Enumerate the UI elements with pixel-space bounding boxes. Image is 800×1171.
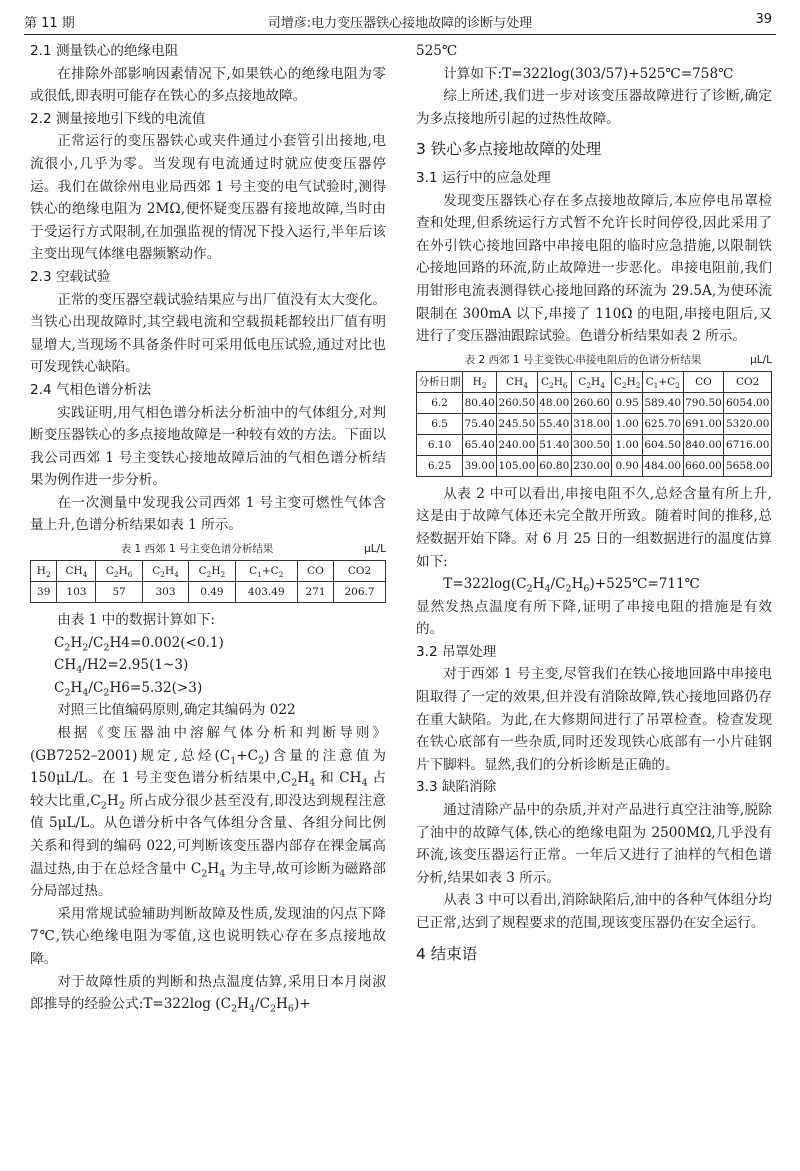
section-2-4-title: 2.4 气相色谱分析法 — [30, 381, 152, 398]
calculation-line: 计算如下:T=322log(303/57)+525℃=758℃ — [443, 65, 734, 82]
paragraph-standard-basis: 根据《变压器油中溶解气体分析和判断导则》(GB7252–2001)规定,总烃$(C_1+C_2)$含量的注意值为 150μL/L。在 1 号主变色谱分析结果中$,C_2H_4$ 和 $CH_4$ 占较大比重$,C_2H_2$ 所占成分很少甚至没有,即没达到规程注意值 5μL/L。从色谱分析中各气体组分含量、各组分间比例关系和得到的编码 022,可判断该变压器内部存在裸金属高温过热,由于在总烃含量中 $C_2H_4$ 为主导,故可诊断为磁路部分局部过热。 — [30, 725, 386, 900]
table-2-cell: 75.40 — [463, 413, 497, 434]
table-1-cell: 0.49 — [189, 582, 235, 603]
section-3-3-paragraph-2: 从表 3 中可以看出,消除缺陷后,油中的各种气体组分均已正常,达到了规程要求的范围,现该变压器仍在安全运行。 — [416, 892, 772, 931]
table-2-cell: 48.00 — [537, 392, 571, 413]
table-2-header: $C_2H_6$ — [537, 371, 571, 392]
section-2-4-paragraph-1: 实践证明,用气相色谱分析法分析油中的气体组分,对判断变压器铁心的多点接地故障是一种较有效的方法。下面以我公司西郊 1 号主变铁心接地故障后油的气相色谱分析结果为例作进一步分析。 — [30, 404, 386, 489]
table-2-cell: 1.00 — [612, 413, 642, 434]
section-3-1-paragraph: 发现变压器铁心存在多点接地故障后,本应停电吊罩检查和处理,但系统运行方式暂不允许长时间停役,因此采用了在外引铁心接地回路中串接电阻的临时应急措施,以限制铁心接地回路的环流,防止故障进一步恶化。串接电阻前,我们用钳形电流表测得铁心接地回路的环流为 29.5A,为使环流限制在 300mA 以下,串接了 110Ω 的电阻,串接电阻后,又进行了变压器油跟踪试验。色谱分析结果如表 2 所示。 — [416, 192, 772, 345]
section-2-2-title: 2.2 测量接地引下线的电流值 — [30, 110, 206, 127]
table-1-header: CO — [297, 561, 333, 582]
section-4-title: 4 结束语 — [416, 944, 478, 963]
table-2-cell: 484.00 — [642, 455, 683, 476]
table-2-row — [417, 455, 772, 476]
table-2-unit: μL/L — [750, 353, 772, 366]
table-2-cell: 5320.00 — [724, 413, 772, 434]
table-2-cell: 39.00 — [463, 455, 497, 476]
table-1-cell: 57 — [96, 582, 142, 603]
paragraph-routine-tests: 采用常规试验辅助判断故障及性质,发现油的闪点下降 7℃,铁心绝缘电阻为零值,这也说明铁心存在多点接地故障。 — [30, 905, 386, 967]
table-2-cell: 625.70 — [642, 413, 683, 434]
table-2-header: 分析日期 — [417, 371, 463, 392]
table-2-header: $C_2H_4$ — [571, 371, 612, 392]
table-1 — [30, 560, 386, 603]
table-2-row — [417, 434, 772, 455]
table-1-header: $C_2H_2$ — [189, 561, 235, 582]
formula-continuation: 525℃ — [416, 43, 458, 59]
table-2-cell: 318.00 — [571, 413, 612, 434]
table-2-header: $CH_4$ — [497, 371, 538, 392]
table-2-row — [417, 392, 772, 413]
paragraph-temperature-formula: 对于故障性质的判断和热点温度估算,采用日本月岗淑郎推导的经验公式:T=322log $(C_2H_4/C_2H_6)+$ — [30, 973, 386, 1015]
table-2-cell: 589.40 — [642, 392, 683, 413]
formula-ratio-3: $C_2H_4/C_2H6=5.32(>3)$ — [54, 679, 203, 699]
table-2-cell: 80.40 — [463, 392, 497, 413]
table-2-cell: 5658.00 — [724, 455, 772, 476]
formula-ratio-1: $C_2H_2/C_2H4=0.002(<0.1)$ — [54, 634, 224, 654]
section-2-3-title: 2.3 空载试验 — [30, 268, 111, 285]
right-column — [416, 40, 772, 971]
table-2-cell: 6716.00 — [724, 434, 772, 455]
section-3-1-title: 3.1 运行中的应急处理 — [416, 169, 551, 186]
table-1-header: $CH_4$ — [57, 561, 96, 582]
table-2-cell: 1.00 — [612, 434, 642, 455]
paragraph-effective: 显然发热点温度有所下降,证明了串接电阻的措施是有效的。 — [416, 598, 772, 638]
table-2-cell: 65.40 — [463, 434, 497, 455]
formula-temperature-711: $T=322\log(C_2H_4/C_2H_6)+525℃=711℃$ — [443, 576, 700, 595]
running-header — [24, 8, 776, 35]
table-1-header: $H_2$ — [31, 561, 57, 582]
section-3-2-paragraph: 对于西郊 1 号主变,尽管我们在铁心接地回路中串接电阻取得了一定的效果,但并没有消除故障,铁心接地回路仍存在重大缺陷。为此,在大修期间进行了吊罩检查。检查发现在铁心底部有一些杂质,同时还发现铁心底部有一小片硅钢片下脚料。显然,我们的分析诊断是正确的。 — [416, 666, 772, 773]
table-1-caption-row — [30, 541, 386, 557]
table-2-cell: 604.50 — [642, 434, 683, 455]
page-number: 39 — [755, 12, 772, 27]
table-2-cell: 300.50 — [571, 434, 612, 455]
table-2-cell: 0.90 — [612, 455, 642, 476]
left-column — [30, 40, 386, 1016]
table-1-header-row — [31, 561, 386, 582]
section-2-2-paragraph: 正常运行的变压器铁心或夹件通过小套管引出接地,电流很小,几乎为零。当发现有电流通过时就应使变压器停运。我们在做徐州电业局西郊 1 号主变的电气试验时,测得铁心的绝缘电阻为 2MΩ,便怀疑变压器有接地故障,当时由于受运行方式限制,在加强监视的情况下投入运行,半年后该主变出现气体继电器频繁动作。 — [30, 133, 386, 263]
section-3-2-title: 3.2 吊罩处理 — [416, 643, 497, 660]
running-title: 司增彦:电力变压器铁心接地故障的诊断与处理 — [267, 16, 533, 31]
table-2-cell: 245.50 — [497, 413, 538, 434]
table-2-header: CO2 — [724, 371, 772, 392]
issue-number: 第 11 期 — [24, 16, 75, 31]
table-2-cell: 230.00 — [571, 455, 612, 476]
paragraph-after-table-2: 从表 2 中可以看出,串接电阻不久,总烃含量有所上升,这是由于故障气体还未完全散开所致。随着时间的推移,总烃数据开始下降。对 6 月 25 日的一组数据进行的温度估算如下: — [416, 485, 772, 570]
table-1-header: $C_1+C_2$ — [235, 561, 297, 582]
section-2-3-paragraph: 正常的变压器空载试验结果应与出厂值没有太大变化。当铁心出现故障时,其空载电流和空载损耗都较出厂值有明显增大,当现场不具备条件时可采用低电压试验,通过对比也可发现铁心缺陷。 — [30, 291, 386, 376]
table-2-cell: 51.40 — [537, 434, 571, 455]
table-2-cell: 240.00 — [497, 434, 538, 455]
table-2-cell: 660.00 — [683, 455, 724, 476]
table-2-header: $H_2$ — [463, 371, 497, 392]
section-3-3-title: 3.3 缺陷消除 — [416, 779, 497, 796]
table-2 — [416, 371, 772, 477]
table-2-header-row — [417, 371, 772, 392]
table-2-cell: 6.2 — [417, 392, 463, 413]
table-2-cell: 60.80 — [537, 455, 571, 476]
table-1-cell: 403.49 — [235, 582, 297, 603]
table-1-cell: 206.7 — [334, 582, 386, 603]
section-2-4-paragraph-2: 在一次测量中发现我公司西郊 1 号主变可燃性气体含量上升,色谱分析结果如表 1 所示。 — [30, 494, 386, 534]
table-2-cell: 260.60 — [571, 392, 612, 413]
table-1-cell: 103 — [57, 582, 96, 603]
table-2-cell: 6.25 — [417, 455, 463, 476]
table-1-cell: 303 — [142, 582, 188, 603]
section-3-3-paragraph-1: 通过清除产品中的杂质,并对产品进行真空注油等,脱除了油中的故障气体,铁心的绝缘电阻为 2500MΩ,几乎没有环流,该变压器运行正常。一年后又进行了油样的气相色谱分析,结果如表 3 所示。 — [416, 802, 772, 886]
table-2-cell: 105.00 — [497, 455, 538, 476]
table-2-cell: 260.50 — [497, 392, 538, 413]
section-3-title: 3 铁心多点接地故障的处理 — [416, 140, 602, 159]
table-2-caption-row — [416, 352, 772, 368]
calculation-intro: 由表 1 中的数据计算如下: — [57, 612, 215, 629]
table-2-cell: 840.00 — [683, 434, 724, 455]
table-1-header: $C_2H_6$ — [96, 561, 142, 582]
table-1-cell: 271 — [297, 582, 333, 603]
table-2-row — [417, 413, 772, 434]
table-2-header: CO — [683, 371, 724, 392]
formula-ratio-2: $CH_4/H2=2.95(1\sim 3)$ — [54, 657, 189, 676]
summary-paragraph: 综上所述,我们进一步对该变压器故障进行了诊断,确定为多点接地所引起的过热性故障。 — [416, 88, 772, 127]
table-1-cell: 39 — [31, 582, 57, 603]
table-2-cell: 691.00 — [683, 413, 724, 434]
table-2-cell: 0.95 — [612, 392, 642, 413]
section-2-1-title: 2.1 测量铁心的绝缘电阻 — [30, 43, 179, 59]
table-1-caption: 表 1 西郊 1 号主变色谱分析结果 — [120, 543, 274, 556]
section-2-1-paragraph: 在排除外部影响因素情况下,如果铁心的绝缘电阻为零或很低,即表明可能存在铁心的多点接地故障。 — [30, 65, 386, 105]
table-1-header: $C_2H_4$ — [142, 561, 188, 582]
code-determination: 对照三比值编码原则,确定其编码为 022 — [57, 702, 296, 719]
table-2-cell: 6054.00 — [724, 392, 772, 413]
table-2-header: $C_1+C_2$ — [642, 371, 683, 392]
table-1-header: CO2 — [334, 561, 386, 582]
table-2-cell: 6.5 — [417, 413, 463, 434]
table-2-caption: 表 2 西郊 1 号主变铁心串接电阻后的色谱分析结果 — [464, 353, 702, 366]
table-2-cell: 790.50 — [683, 392, 724, 413]
table-2-header: $C_2H_2$ — [612, 371, 642, 392]
table-1-unit: μL/L — [364, 543, 386, 556]
table-2-cell: 55.40 — [537, 413, 571, 434]
table-1-value-row — [31, 582, 386, 603]
table-2-cell: 6.10 — [417, 434, 463, 455]
